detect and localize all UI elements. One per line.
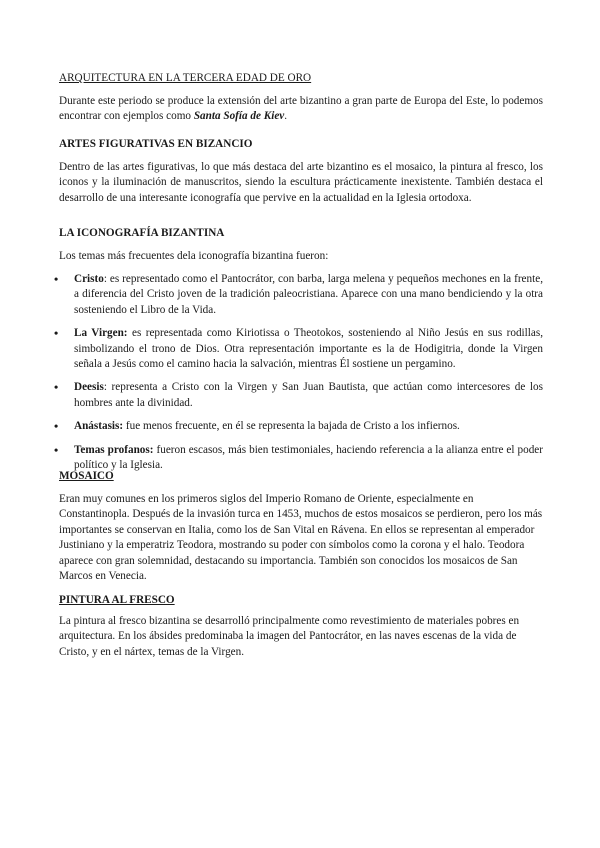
bullet-icon: • [54,380,59,395]
heading-arquitectura: ARQUITECTURA EN LA TERCERA EDAD DE ORO [59,72,312,84]
paragraph-artes-figurativas: Dentro de las artes figurativas, lo que más destaca del arte bizantino es el mosaico, la pintura al fresco, los iconos y la iluminación de manuscritos, siendo la escultura prácticamente inexistente. También destaca el desarrollo de una interesante iconografía que pervive en la actualidad en la Iglesia ortodoxa. [59,161,543,204]
paragraph-arquitectura-emphasis: Santa Sofía de Kiev [193,110,285,123]
heading-mosaico: MOSAICO [59,470,114,482]
bullet-icon: • [54,272,59,286]
list-item-text: fue menos frecuente, en él se representa la bajada de Cristo a los infiernos. [123,420,460,433]
paragraph-mosaico: Eran muy comunes en los primeros siglos del Imperio Romano de Oriente, especialmente en Constantinopla. Después de la invasión turca en 1453, muchos de estos mosaicos se perdieron, pero los más importantes se conservan en Italia, como los de San Vital en Rávena. En ellos se representan al emperador Justiniano y la emperatriz Teodora, mostrando su poder con símbolos como la corona y el halo. Teodora aparece con gran solemnidad, destacando su importancia. También son conocidos los mosaicos de San Marcos en Venecia. [59,493,543,583]
paragraph-arquitectura-end: . [284,110,288,123]
paragraph-pintura-al-fresco: La pintura al fresco bizantina se desarrolló principalmente como revestimiento de materiales pobres en arquitectura. En los ábsides predominaba la imagen del Pantocrátor, en las naves escenas de la vida de Cristo, y en el nártex, temas de la Virgen. [59,615,520,658]
list-item-text: : es representado como el Pantocrátor, con barba, larga melena y pequeños mechones en la frente, a diferencia del Cristo joven de la tradición paleocristiana. Aparece con una mano bendiciendo y la otra sosteniendo el Libro de la Vida. [74,273,543,316]
heading-iconografia: LA ICONOGRAFÍA BIZANTINA [59,227,225,239]
list-item-term: La Virgen: [74,327,128,340]
list-item-deesis [49,380,543,411]
list-item-term: Cristo [74,273,104,285]
paragraph-arquitectura-text: Durante este periodo se produce la extensión del arte bizantino a gran parte de Europa del Este, lo podemos encontrar con ejemplos como [59,95,543,123]
list-item-text: fueron escasos, más bien testimoniales, haciendo referencia a la alianza entre el poder político y la Iglesia. [74,443,543,472]
list-item-text: es representada como Kiriotissa o Theotokos, sosteniendo al Niño Jesús en sus rodillas, simbolizando el trono de Dios. Otra representación importante es la de Hodigitria, donde la Virgen señala a Jesús como el camino hacia la salvación, mientras Él sostiene un pergamino. [74,327,543,371]
bullet-icon: • [54,419,59,434]
iconografia-list [49,272,543,473]
list-item-anastasis [49,419,543,434]
paragraph-arquitectura [59,94,543,125]
list-item-virgen [49,326,543,372]
bullet-icon: • [54,442,59,457]
list-item-text: : representa a Cristo con la Virgen y San Juan Bautista, que actúan como intercesores de los hombres ante la divinidad. [74,381,543,409]
list-item-term: Deesis [74,381,104,394]
list-item-term: Anástasis: [74,420,124,433]
heading-pintura-al-fresco: PINTURA AL FRESCO [59,594,175,606]
heading-artes-figurativas: ARTES FIGURATIVAS EN BIZANCIO [59,138,253,150]
paragraph-iconografia: Los temas más frecuentes dela iconografía bizantina fueron: [59,250,329,262]
list-item-cristo [49,272,543,318]
bullet-icon: • [54,326,59,341]
list-item-term: Temas profanos: [74,443,154,456]
